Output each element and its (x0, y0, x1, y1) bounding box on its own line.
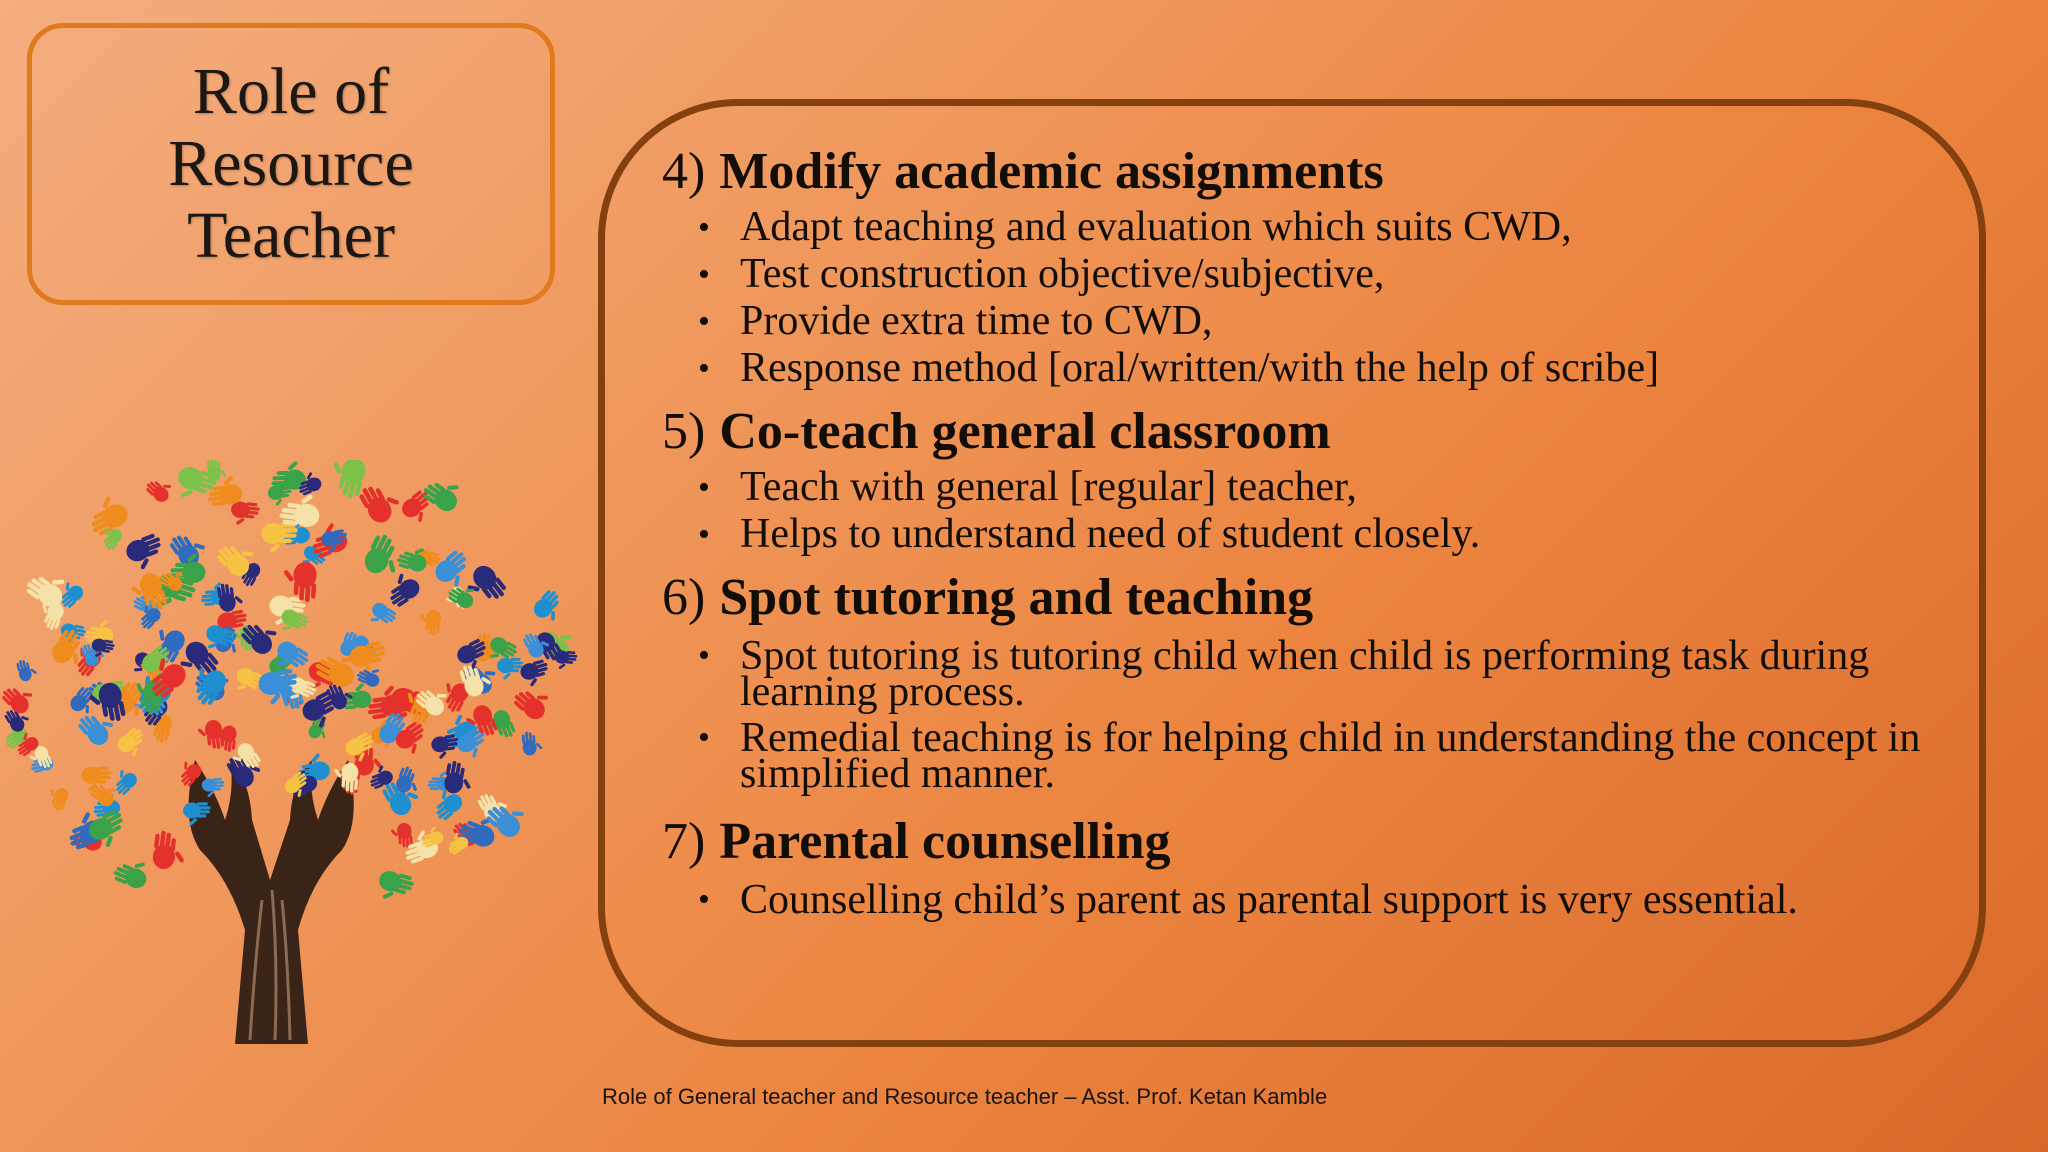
section-number: 5) (662, 403, 706, 460)
hand-leaf (108, 765, 140, 797)
bullet-item: • Counselling child’s parent as parental support is very essential. (698, 877, 1798, 923)
hand-leaf (554, 650, 578, 671)
hand-leaf (325, 460, 368, 500)
bullet-item: • Teach with general [regular] teacher, (698, 464, 1357, 510)
hand-leaf (522, 731, 544, 756)
bullet-dot: • (698, 516, 710, 553)
bullet-dot: • (698, 350, 710, 387)
bullet-dot: • (698, 303, 710, 340)
bullet-dot: • (698, 719, 710, 756)
hand-leaf (417, 608, 442, 636)
hand-leaf (114, 725, 151, 761)
bullet-item: • Adapt teaching and evaluation which suits CWD, (698, 204, 1572, 250)
hand-leaf (217, 581, 245, 613)
section-7 (662, 810, 1952, 934)
hand-leaf (420, 470, 466, 515)
title-line-1: Role of (192, 55, 390, 128)
slide-footer: Role of General teacher and Resource teacher – Asst. Prof. Ketan Kamble (602, 1084, 1328, 1109)
title-line-2: Resource (168, 127, 414, 200)
tree-trunk (189, 760, 354, 1044)
bullet-dot: • (698, 637, 710, 674)
hand-leaf (530, 587, 569, 626)
section-number: 7) (662, 813, 706, 870)
bullet-item: • Test construction objective/subjective, (698, 251, 1385, 297)
title-line-3: Teacher (187, 199, 395, 272)
bullet-item: • Spot tutoring is tutoring child when child is performing task during learning process. (698, 633, 1870, 715)
section-number: 4) (662, 143, 706, 200)
section-5 (662, 400, 1952, 564)
hand-leaf (381, 568, 423, 609)
hand-leaf (511, 680, 555, 724)
section-heading (662, 140, 1952, 204)
bullet-dot: • (698, 881, 710, 918)
title-box (27, 23, 555, 305)
bullet-dot: • (698, 469, 710, 506)
hand-leaf (443, 760, 475, 796)
section-title: Spot tutoring and teaching (719, 569, 1314, 626)
hand-leaf (16, 657, 39, 682)
section-4 (662, 140, 1952, 398)
hand-leaf (151, 830, 188, 872)
content-list (662, 140, 1952, 936)
bullet-item: • Remedial teaching is for helping child in understanding the concept in simplified manner. (698, 715, 1921, 797)
section-title: Parental counselling (719, 813, 1171, 870)
section-6 (662, 566, 1952, 808)
hand-leaf (43, 783, 70, 812)
hand-leaf (357, 476, 405, 527)
hand-leaf (282, 561, 318, 603)
bullet-item: • Helps to understand need of student closely. (698, 511, 1481, 557)
hand-leaf (446, 578, 480, 611)
section-heading (662, 810, 1952, 874)
section-title: Co-teach general classroom (719, 403, 1331, 460)
hand-leaf (519, 659, 552, 689)
hand-leaf (229, 501, 260, 528)
hand-leaf (144, 473, 176, 505)
hands-tree-illustration (0, 460, 600, 1060)
hand-leaf (374, 869, 415, 906)
hand-leaf (207, 460, 227, 482)
hand-leaf (365, 600, 398, 632)
section-number: 6) (662, 569, 706, 626)
hand-leaf (497, 658, 523, 680)
hand-leaf (111, 853, 152, 892)
bullet-item: • Response method [oral/written/with the help of scribe] (698, 345, 1660, 391)
bullet-dot: • (698, 256, 710, 293)
section-title: Modify academic assignments (719, 143, 1384, 200)
section-heading (662, 400, 1952, 464)
section-heading (662, 566, 1952, 630)
hand-leaf (0, 678, 38, 717)
bullet-item: • Provide extra time to CWD, (698, 298, 1213, 344)
bullet-dot: • (698, 209, 710, 246)
hand-leaf (123, 532, 168, 574)
